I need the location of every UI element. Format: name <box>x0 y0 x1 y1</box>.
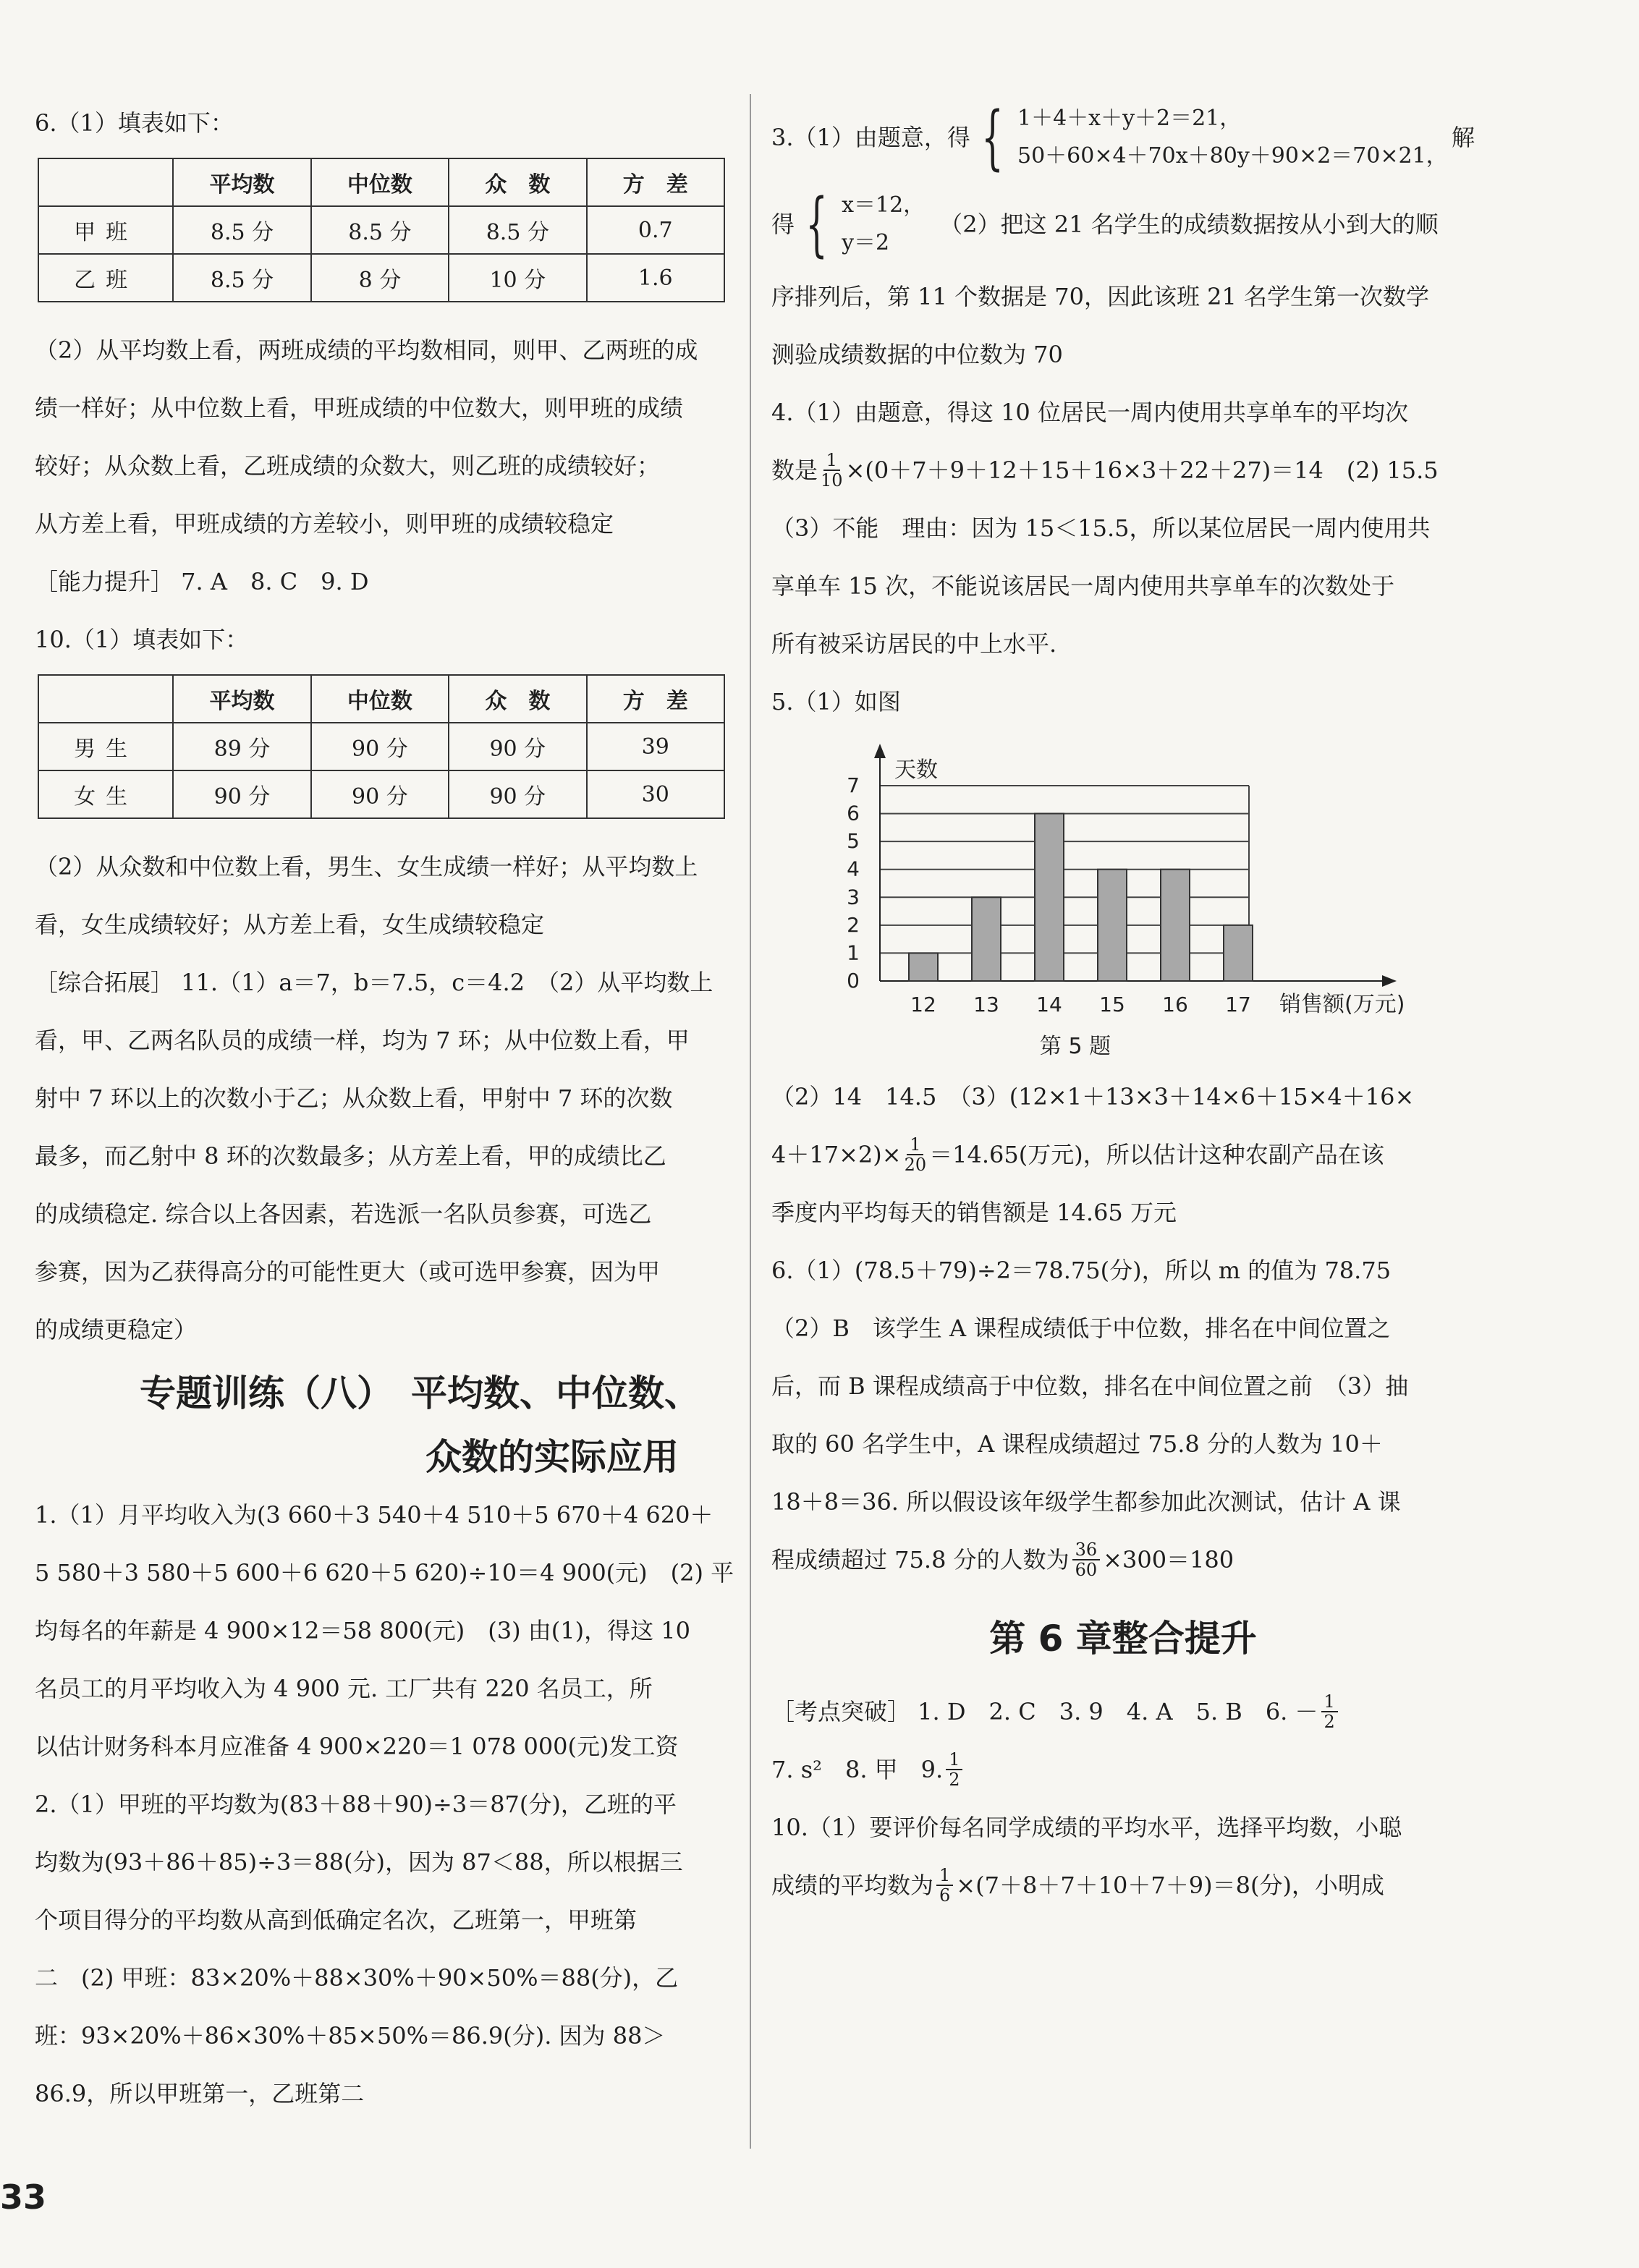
y-tick-label: 7 <box>847 773 860 797</box>
fraction: $\frac{1}{10}$ <box>821 450 843 490</box>
chapter-heading: 第 6 章整合提升 <box>989 1618 1257 1660</box>
text-line: 班：93×20%＋86×30%＋85×50%＝86.9(分). 因为 88＞ <box>35 2022 666 2050</box>
text-line: （3）不能 理由：因为 15＜15.5，所以某位居民一周内使用共 <box>771 514 1431 542</box>
q10-intro: 10.（1）填表如下： <box>35 626 249 653</box>
text-line: 的成绩更稳定） <box>35 1316 198 1343</box>
bar <box>1224 925 1253 981</box>
text-line: 后，而 B 课程成绩高于中位数，排名在中间位置之前 （3）抽 <box>771 1372 1409 1400</box>
gender-stats-table <box>38 674 725 819</box>
text-line: （2）从众数和中位数上看，男生、女生成绩一样好；从平均数上 <box>35 853 698 880</box>
table-header: 中位数 <box>311 675 449 723</box>
left-column <box>35 94 734 2123</box>
q3-system-line: 3.（1）由题意，得 { 1＋4＋x＋y＋2＝21， 50＋60×4＋70x＋80y＋90×2＝70×21， 解 <box>771 97 1475 178</box>
x-tick-label: 12 <box>910 993 936 1016</box>
text-line: 参赛，因为乙获得高分的可能性更大（或可选甲参赛，因为甲 <box>35 1258 661 1286</box>
table-header <box>38 675 173 723</box>
page-number: 33 <box>0 2178 47 2217</box>
y-tick-label: 3 <box>847 885 860 909</box>
x-tick-label: 17 <box>1225 993 1251 1016</box>
q10-formula-line: 成绩的平均数为 $\frac{1}{6}$ ×(7＋8＋7＋10＋7＋9)＝8(分)，小明成 <box>771 1865 1384 1906</box>
text-line: 从方差上看，甲班成绩的方差较小，则甲班的成绩较稳定 <box>35 510 614 538</box>
solution-system: { x＝12， y＝2 <box>805 184 926 265</box>
ability-answers: ［能力提升］ 7. A 8. C 9. D <box>35 568 369 595</box>
table-row: 甲班 8.5 分 8.5 分 8.5 分 0.7 <box>38 206 724 254</box>
q5-formula-line: 4＋17×2)× $\frac{1}{20}$ ＝14.65(万元)，所以估计这种农副产品在该 <box>771 1134 1384 1175</box>
q3-solution-line: 得 { x＝12， y＝2 （2）把这 21 名学生的成绩数据按从小到大的顺 <box>771 184 1439 265</box>
q4-formula-line: 数是 $\frac{1}{10}$ ×(0＋7＋9＋12＋15＋16×3＋22＋27)＝14 (2) 15.5 <box>771 450 1439 490</box>
table-header <box>38 158 173 206</box>
fraction: $\frac{1}{2}$ <box>946 1750 962 1789</box>
text-line: （2）从平均数上看，两班成绩的平均数相同，则甲、乙两班的成 <box>35 336 698 364</box>
text-line: 以估计财务科本月应准备 4 900×220＝1 078 000(元)发工资 <box>35 1733 679 1760</box>
table-header: 众 数 <box>449 675 586 723</box>
text-line: 享单车 15 次，不能说该居民一周内使用共享单车的次数处于 <box>771 572 1395 600</box>
section-heading-line2: 众数的实际应用 <box>425 1436 679 1478</box>
text-line: 2.（1）甲班的平均数为(83＋88＋90)÷3＝87(分)，乙班的平 <box>35 1791 677 1818</box>
text-line: ［综合拓展］ 11.（1）a＝7，b＝7.5，c＝4.2 （2）从平均数上 <box>35 969 713 996</box>
equation-system: { 1＋4＋x＋y＋2＝21， 50＋60×4＋70x＋80y＋90×2＝70×21， <box>981 97 1448 178</box>
bar <box>1098 870 1127 981</box>
text-line: 二 (2) 甲班：83×20%＋88×30%＋90×50%＝88(分)，乙 <box>35 1964 679 1992</box>
table-header: 平均数 <box>173 158 310 206</box>
bar <box>972 897 1001 981</box>
x-tick-label: 13 <box>973 993 999 1016</box>
table-row: 男生 89 分 90 分 90 分 39 <box>38 723 724 770</box>
text-line: 1.（1）月平均收入为(3 660＋3 540＋4 510＋5 670＋4 620＋ <box>35 1501 713 1529</box>
table-row: 乙班 8.5 分 8 分 10 分 1.6 <box>38 254 724 302</box>
sales-bar-chart <box>800 735 1475 1068</box>
kaodian-answers: ［考点突破］ 1. D 2. C 3. 9 4. A 5. B 6. － $\frac{1}{2}$ <box>771 1683 1475 1741</box>
q5-intro: 5.（1）如图 <box>771 688 901 715</box>
x-tick-label: 15 <box>1099 993 1125 1016</box>
text-line: 5 580＋3 580＋5 600＋6 620＋5 620)÷10＝4 900(元) (2) 平 <box>35 1559 734 1587</box>
text-line: 取的 60 名学生中，A 课程成绩超过 75.8 分的人数为 10＋ <box>771 1430 1383 1458</box>
text-line: 的成绩稳定. 综合以上各因素，若选派一名队员参赛，可选乙 <box>35 1200 652 1228</box>
text-line: 所有被采访居民的中上水平. <box>771 630 1057 658</box>
text-line: 均数为(93＋86＋85)÷3＝88(分)，因为 87＜88，所以根据三 <box>35 1848 683 1876</box>
text-line: 18＋8＝36. 所以假设该年级学生都参加此次测试，估计 A 课 <box>771 1488 1401 1516</box>
y-axis-label: 天数 <box>894 757 938 783</box>
text-line: 射中 7 环以上的次数小于乙；从众数上看，甲射中 7 环的次数 <box>35 1084 673 1112</box>
text-line: 序排列后，第 11 个数据是 70，因此该班 21 名学生第一次数学 <box>771 283 1430 310</box>
x-tick-label: 16 <box>1162 993 1188 1016</box>
bar <box>1035 814 1064 981</box>
text-line: 4.（1）由题意，得这 10 位居民一周内使用共享单车的平均次 <box>771 399 1408 426</box>
table-header: 众 数 <box>449 158 586 206</box>
right-column <box>771 94 1475 1914</box>
text-line: 均每名的年薪是 4 900×12＝58 800(元) (3) 由(1)，得这 10 <box>35 1617 690 1644</box>
text-line: 6.（1）(78.5＋79)÷2＝78.75(分)，所以 m 的值为 78.75 <box>771 1257 1392 1284</box>
text-line: （2）14 14.5 （3）(12×1＋13×3＋14×6＋15×4＋16× <box>771 1083 1415 1110</box>
text-line: 绩一样好；从中位数上看，甲班成绩的中位数大，则甲班的成绩 <box>35 394 684 422</box>
text-line: 看，女生成绩较好；从方差上看，女生成绩较稳定 <box>35 911 545 938</box>
x-axis-arrow <box>1382 975 1397 987</box>
fraction: $\frac{1}{2}$ <box>1321 1692 1338 1731</box>
text-line: 最多，而乙射中 8 环的次数最多；从方差上看，甲的成绩比乙 <box>35 1142 666 1170</box>
text-line: 季度内平均每天的销售额是 14.65 万元 <box>771 1199 1177 1226</box>
text-line: 10.（1）要评价每名同学成绩的平均水平，选择平均数，小聪 <box>771 1814 1402 1841</box>
text-line: 较好；从众数上看，乙班成绩的众数大，则乙班的成绩较好； <box>35 452 661 480</box>
text-line: 个项目得分的平均数从高到低确定名次，乙班第一，甲班第 <box>35 1906 638 1934</box>
y-tick-label: 1 <box>847 940 860 965</box>
text-line: 测验成绩数据的中位数为 70 <box>771 341 1063 368</box>
table-header: 方 差 <box>587 158 724 206</box>
kaodian-answers-2: 7. s² 8. 甲 9. $\frac{1}{2}$ <box>771 1741 1475 1798</box>
y-tick-label: 5 <box>847 829 860 854</box>
fraction: $\frac{36}{60}$ <box>1072 1540 1101 1579</box>
bar-chart-svg <box>800 735 1452 1068</box>
fraction: $\frac{1}{6}$ <box>936 1866 953 1905</box>
y-tick-label: 0 <box>847 969 860 993</box>
section-heading-line1: 专题训练（八） 平均数、中位数、 <box>140 1372 700 1414</box>
x-tick-label: 14 <box>1036 993 1062 1016</box>
y-tick-label: 2 <box>847 912 860 937</box>
bar <box>1161 870 1190 981</box>
class-stats-table <box>38 158 725 302</box>
table-header: 中位数 <box>311 158 449 206</box>
table-header: 平均数 <box>173 675 310 723</box>
table-header: 方 差 <box>587 675 724 723</box>
q6-formula-line: 程成绩超过 75.8 分的人数为 $\frac{36}{60}$ ×300＝180 <box>771 1539 1234 1580</box>
text-line: （2）B 该学生 A 课程成绩低于中位数，排名在中间位置之 <box>771 1314 1391 1342</box>
fraction: $\frac{1}{20}$ <box>904 1134 927 1175</box>
column-divider <box>750 94 751 2149</box>
text-line: 看，甲、乙两名队员的成绩一样，均为 7 环；从中位数上看，甲 <box>35 1027 690 1054</box>
text-line: 86.9，所以甲班第一，乙班第二 <box>35 2080 365 2107</box>
x-axis-label: 销售额(万元) <box>1279 992 1405 1017</box>
text-line: 名员工的月平均收入为 4 900 元. 工厂共有 220 名员工，所 <box>35 1675 653 1702</box>
y-axis-arrow <box>874 744 886 758</box>
table-row: 女生 90 分 90 分 90 分 30 <box>38 770 724 818</box>
y-tick-label: 4 <box>847 857 860 881</box>
chart-title: 第 5 题 <box>1039 1034 1111 1059</box>
q6-intro: 6.（1）填表如下： <box>35 109 234 137</box>
bar <box>909 953 938 981</box>
y-tick-label: 6 <box>847 801 860 825</box>
